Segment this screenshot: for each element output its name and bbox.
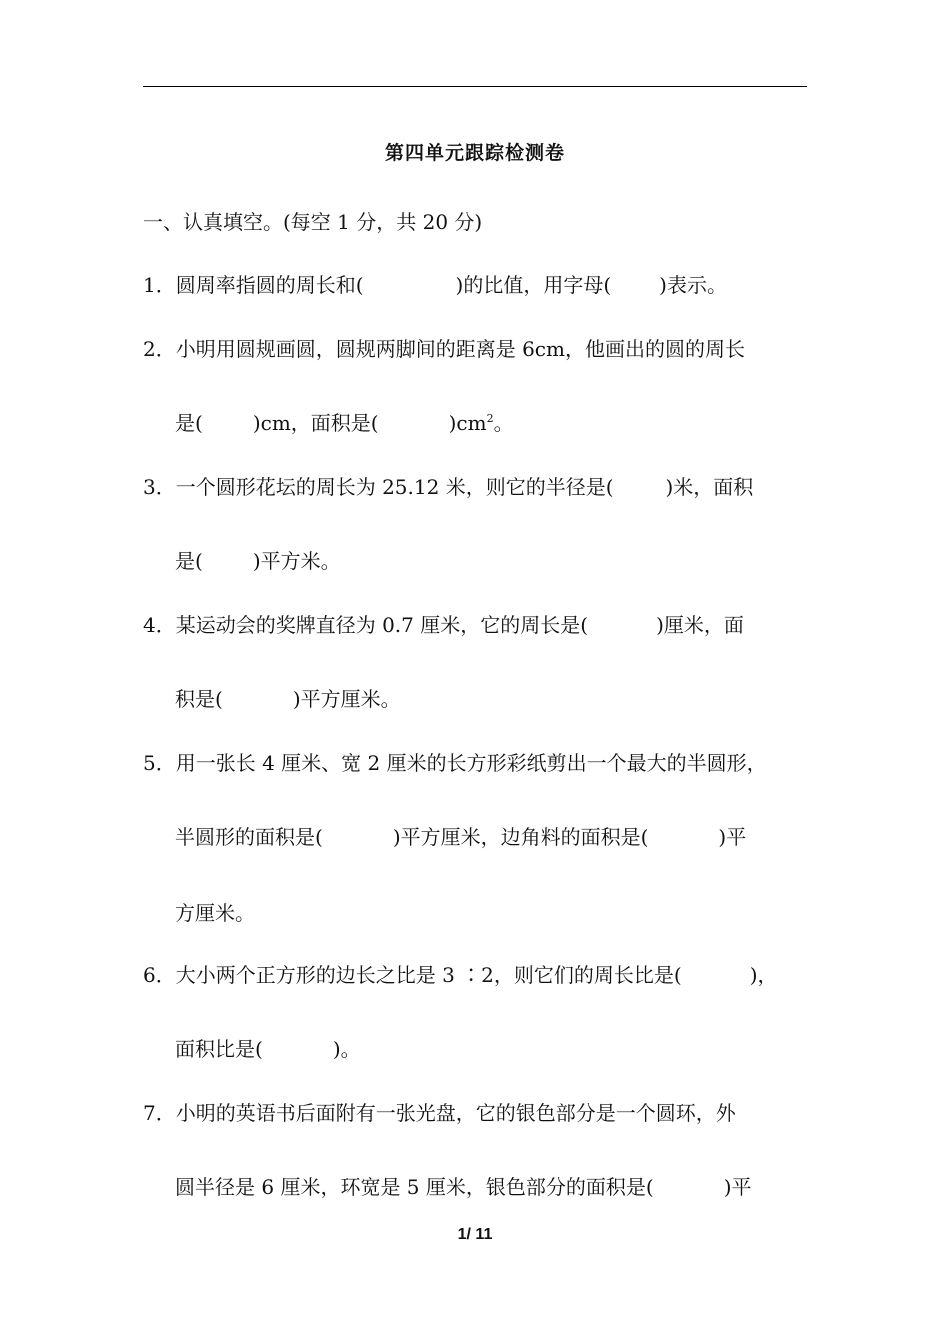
- question-6-cont: 面积比是( )。: [175, 1037, 361, 1061]
- question-7-cont: 圆半径是 6 厘米，环宽是 5 厘米，银色部分的面积是( )平: [175, 1175, 752, 1199]
- section-heading: 一、认真填空。(每空 1 分，共 20 分): [143, 210, 483, 234]
- header-rule: [143, 86, 807, 87]
- question-5: 5．用一张长 4 厘米、宽 2 厘米的长方形彩纸剪出一个最大的半圆形，: [143, 751, 767, 775]
- question-6: 6．大小两个正方形的边长之比是 3 ∶2，则它们的周长比是( )，: [143, 963, 778, 987]
- question-3: 3．一个圆形花坛的周长为 25.12 米，则它的半径是( )米，面积: [143, 475, 754, 499]
- question-3-cont: 是( )平方米。: [175, 549, 341, 573]
- page-number: 1/ 11: [457, 1226, 493, 1243]
- question-5-cont2: 方厘米。: [175, 901, 255, 925]
- question-2: 2．小明用圆规画圆，圆规两脚间的距离是 6cm，他画出的圆的周长: [143, 337, 745, 361]
- question-5-cont: 半圆形的面积是( )平方厘米，边角料的面积是( )平: [175, 825, 747, 849]
- question-2-cont: 是( )cm，面积是( )$cm^2$。: [175, 411, 514, 435]
- question-1: 1．圆周率指圆的周长和( )的比值，用字母( )表示。: [143, 273, 727, 297]
- question-4: 4．某运动会的奖牌直径为 0.7 厘米，它的周长是( )厘米，面: [143, 613, 744, 637]
- question-4-cont: 积是( )平方厘米。: [175, 687, 401, 711]
- question-7: 7．小明的英语书后面附有一张光盘，它的银色部分是一个圆环，外: [143, 1101, 736, 1125]
- page-title: 第四单元跟踪检测卷: [384, 142, 565, 164]
